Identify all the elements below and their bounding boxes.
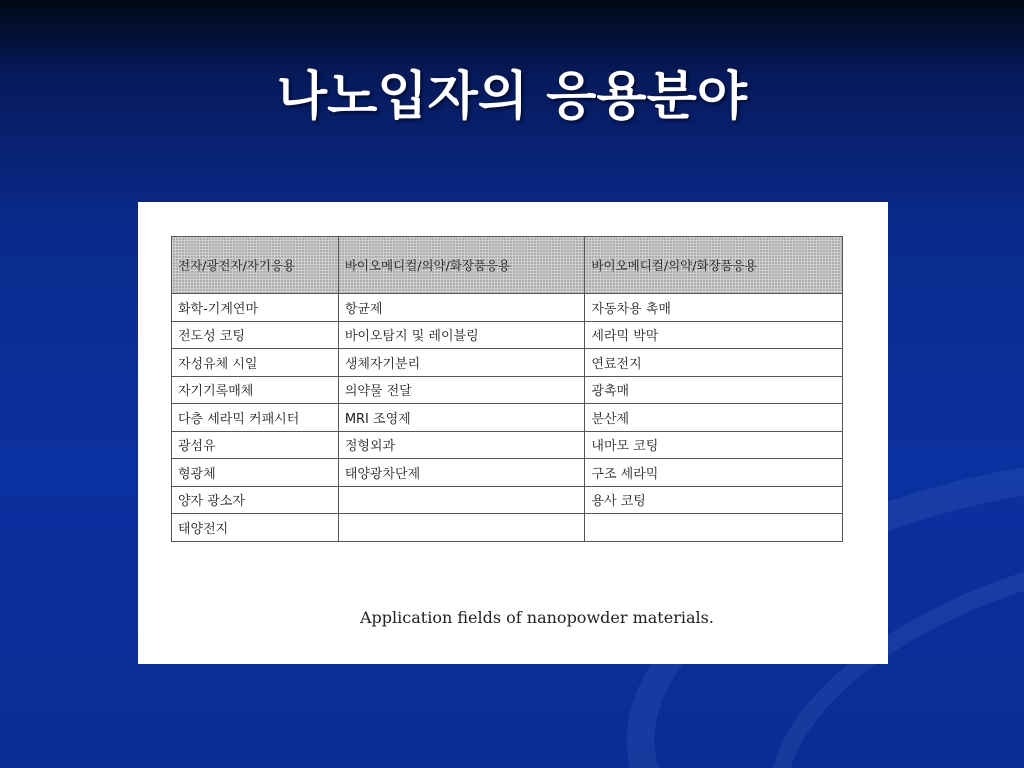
table-cell: 광섬유 xyxy=(172,431,339,459)
table-cell: 태양전지 xyxy=(172,514,339,542)
table-header-row xyxy=(172,237,843,294)
table-cell: 광촉매 xyxy=(585,376,843,404)
table-cell: 생체자기분리 xyxy=(338,349,585,377)
table-header-cell: 전자/광전자/자기응용 xyxy=(172,237,339,294)
table-row xyxy=(172,514,843,542)
table-cell: 태양광차단제 xyxy=(338,459,585,487)
table-figure xyxy=(138,202,888,664)
table-cell: 자동차용 촉매 xyxy=(585,294,843,322)
table-header-cell: 바이오메디컬/의약/화장품응용 xyxy=(585,237,843,294)
slide-title: 나노입자의 응용분야 xyxy=(276,67,748,127)
table-cell: 다층 세라믹 커패시터 xyxy=(172,404,339,432)
table-cell: 의약물 전달 xyxy=(338,376,585,404)
table-cell: 자성유체 시일 xyxy=(172,349,339,377)
table-header-cell: 바이오메디컬/의약/화장품응용 xyxy=(338,237,585,294)
table-cell: 바이오탐지 및 레이블링 xyxy=(338,321,585,349)
table-cell: 화학-기계연마 xyxy=(172,294,339,322)
figure-caption: Application fields of nanopowder materials. xyxy=(360,608,714,627)
table-cell: MRI 조영제 xyxy=(338,404,585,432)
table-cell xyxy=(338,514,585,542)
table-row xyxy=(172,431,843,459)
table-cell: 양자 광소자 xyxy=(172,486,339,514)
table-cell: 분산제 xyxy=(585,404,843,432)
table-row xyxy=(172,321,843,349)
table-cell: 전도성 코팅 xyxy=(172,321,339,349)
table-row xyxy=(172,349,843,377)
table-cell: 정형외과 xyxy=(338,431,585,459)
table-row xyxy=(172,459,843,487)
application-table xyxy=(171,236,843,542)
table-cell: 구조 세라믹 xyxy=(585,459,843,487)
table-row xyxy=(172,376,843,404)
table-cell: 항균제 xyxy=(338,294,585,322)
table-cell: 세라믹 박막 xyxy=(585,321,843,349)
table-cell xyxy=(338,486,585,514)
table-cell xyxy=(585,514,843,542)
table-cell: 자기기록매체 xyxy=(172,376,339,404)
table-cell: 내마모 코팅 xyxy=(585,431,843,459)
table-row xyxy=(172,486,843,514)
table-row xyxy=(172,294,843,322)
table-cell: 형광체 xyxy=(172,459,339,487)
table-cell: 용사 코팅 xyxy=(585,486,843,514)
table-row xyxy=(172,404,843,432)
table-cell: 연료전지 xyxy=(585,349,843,377)
